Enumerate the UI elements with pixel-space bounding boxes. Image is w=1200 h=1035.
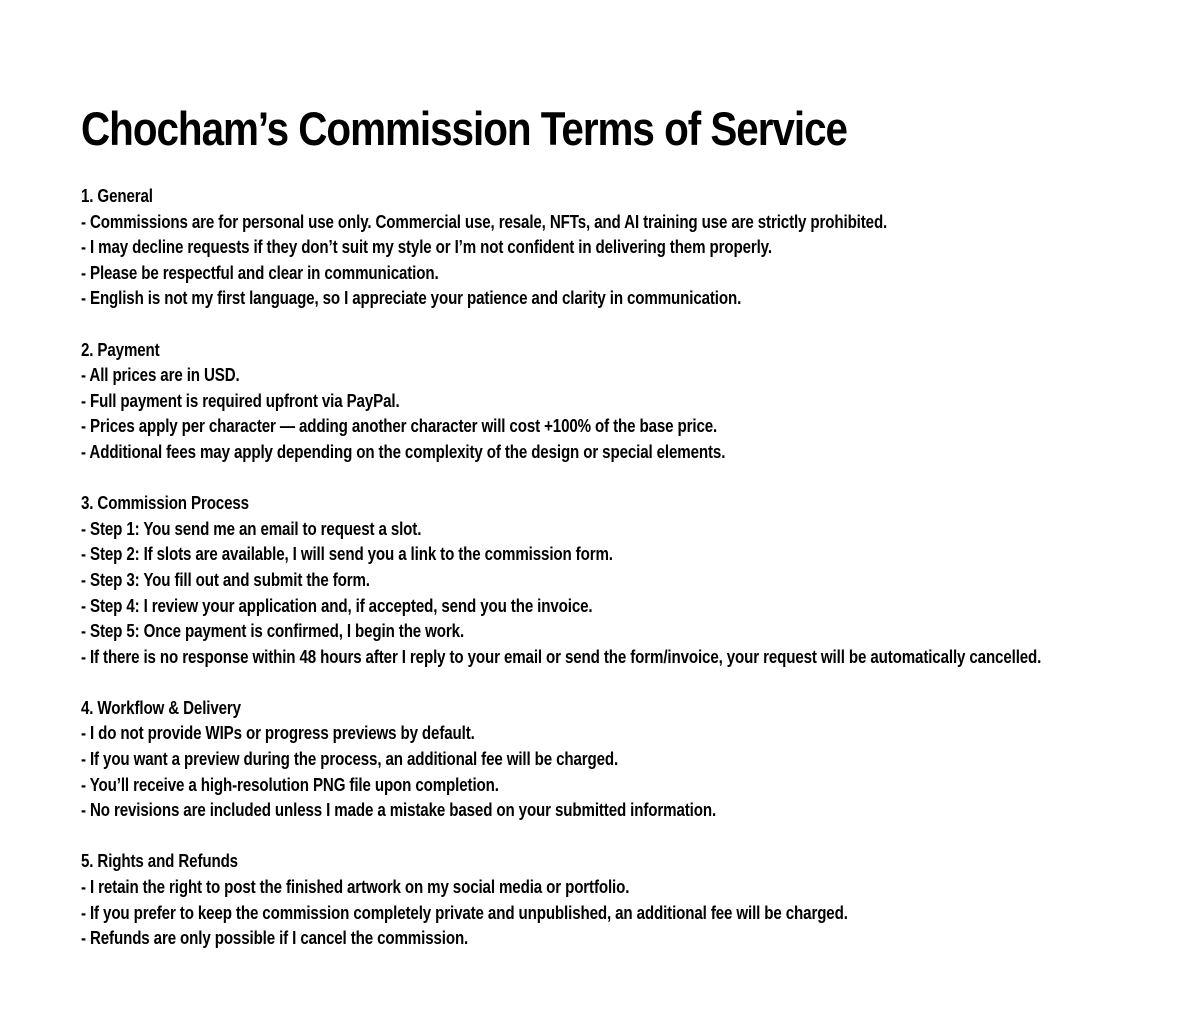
list-item: - Prices apply per character — adding another character will cost +100% of the base price.	[81, 416, 718, 437]
list-item: - If you prefer to keep the commission completely private and unpublished, an additional fee will be charged.	[81, 902, 848, 923]
list-item: - Additional fees may apply depending on the complexity of the design or special elements.	[81, 441, 726, 462]
list-item: - If you want a preview during the process, an additional fee will be charged.	[81, 749, 619, 770]
section-commission-process	[81, 491, 1181, 670]
list-item: - Step 1: You send me an email to request a slot.	[81, 518, 422, 539]
list-item: - Please be respectful and clear in communication.	[81, 262, 439, 283]
section-heading: 4. Workflow & Delivery	[81, 697, 241, 718]
terms-sections	[81, 184, 1181, 952]
list-item: - You’ll receive a high-resolution PNG file upon completion.	[81, 774, 499, 795]
section-workflow-delivery	[81, 696, 1181, 824]
list-item: - If there is no response within 48 hours after I reply to your email or send the form/invoice, your request will be automatically cancelled.	[81, 646, 1042, 667]
page-title: Chocham’s Commission Terms of Service	[81, 102, 847, 155]
list-item: - I may decline requests if they don’t suit my style or I’m not confident in delivering them properly.	[81, 237, 772, 258]
list-item: - All prices are in USD.	[81, 365, 240, 386]
list-item: - Step 3: You fill out and submit the form.	[81, 569, 370, 590]
section-rights-refunds	[81, 849, 1181, 951]
list-item: - I retain the right to post the finished artwork on my social media or portfolio.	[81, 877, 630, 898]
list-item: - English is not my first language, so I appreciate your patience and clarity in communication.	[81, 288, 742, 309]
list-item: - Step 2: If slots are available, I will send you a link to the commission form.	[81, 544, 613, 565]
section-payment	[81, 338, 1181, 466]
section-heading: 1. General	[81, 186, 153, 206]
section-heading: 2. Payment	[81, 339, 160, 360]
section-heading: 3. Commission Process	[81, 493, 249, 514]
list-item: - Step 4: I review your application and, if accepted, send you the invoice.	[81, 595, 593, 616]
list-item: - Full payment is required upfront via PayPal.	[81, 390, 400, 411]
list-item: - I do not provide WIPs or progress previews by default.	[81, 723, 475, 744]
section-general	[81, 184, 1181, 312]
list-item: - Refunds are only possible if I cancel the commission.	[81, 928, 469, 949]
terms-document	[81, 100, 1181, 977]
section-heading: 5. Rights and Refunds	[81, 851, 238, 872]
list-item: - Step 5: Once payment is confirmed, I begin the work.	[81, 621, 465, 642]
list-item: - No revisions are included unless I made a mistake based on your submitted information.	[81, 800, 717, 821]
list-item: - Commissions are for personal use only. Commercial use, resale, NFTs, and AI training use are strictly prohibited.	[81, 211, 888, 232]
